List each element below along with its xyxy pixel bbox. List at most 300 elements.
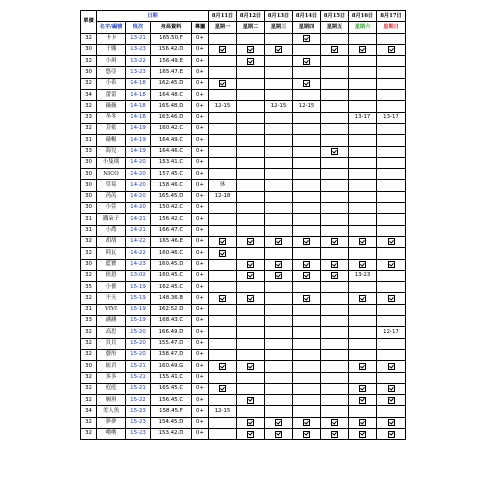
day-cell[interactable]	[209, 259, 237, 270]
day-cell[interactable]	[209, 428, 237, 439]
day-cell[interactable]	[377, 304, 406, 315]
day-cell[interactable]	[237, 90, 265, 101]
day-cell[interactable]	[293, 157, 321, 168]
day-cell[interactable]	[293, 90, 321, 101]
day-cell[interactable]	[349, 361, 377, 372]
type-cell: 0+	[192, 428, 209, 439]
day-cell[interactable]	[321, 349, 349, 360]
name-cell: 小萱	[97, 203, 126, 214]
type-cell: 0+	[192, 180, 209, 191]
day-cell[interactable]	[349, 225, 377, 236]
day-cell[interactable]	[265, 191, 293, 202]
day-cell[interactable]	[349, 203, 377, 214]
day-cell[interactable]	[293, 338, 321, 349]
day-cell[interactable]	[377, 123, 406, 134]
name-cell: 藍寶	[97, 259, 126, 270]
day-cell[interactable]	[293, 56, 321, 67]
day-cell[interactable]	[349, 214, 377, 225]
day-cell[interactable]	[209, 304, 237, 315]
day-cell[interactable]	[349, 259, 377, 270]
day-cell[interactable]	[209, 236, 237, 247]
day-cell[interactable]	[237, 180, 265, 191]
day-cell[interactable]	[377, 214, 406, 225]
height-cell: 160.49.G	[151, 361, 192, 372]
day-cell[interactable]	[265, 248, 293, 259]
day-cell[interactable]	[237, 78, 265, 89]
day-cell[interactable]	[293, 78, 321, 89]
day-cell[interactable]	[265, 236, 293, 247]
day-cell[interactable]	[265, 383, 293, 394]
day-cell[interactable]	[237, 191, 265, 202]
day-cell[interactable]	[321, 56, 349, 67]
day-cell[interactable]	[321, 157, 349, 168]
day-cell[interactable]	[349, 383, 377, 394]
day-cell[interactable]	[237, 282, 265, 293]
name-cell: 草莓	[97, 180, 126, 191]
class-cell: 15-21	[126, 361, 151, 372]
checkbox-checked-icon	[219, 250, 226, 257]
class-cell: 14-18	[126, 78, 151, 89]
day-cell[interactable]	[237, 33, 265, 44]
day-cell[interactable]	[237, 259, 265, 270]
day-cell[interactable]	[209, 293, 237, 304]
height-cell: 158.45.F	[151, 406, 192, 417]
day-cell[interactable]	[265, 146, 293, 157]
checkbox-checked-icon	[247, 272, 254, 279]
day-cell[interactable]	[349, 327, 377, 338]
class-cell: 15-20	[126, 338, 151, 349]
day-cell[interactable]	[293, 135, 321, 146]
table-row	[81, 214, 406, 225]
day-cell[interactable]	[265, 123, 293, 134]
day-cell[interactable]	[377, 316, 406, 327]
day-cell[interactable]	[237, 327, 265, 338]
day-cell[interactable]	[293, 270, 321, 281]
day-cell[interactable]	[293, 214, 321, 225]
day-cell[interactable]	[377, 327, 406, 338]
day-cell[interactable]	[237, 406, 265, 417]
day-cell[interactable]	[265, 78, 293, 89]
day-cell[interactable]	[349, 157, 377, 168]
day-cell[interactable]	[321, 123, 349, 134]
day-cell[interactable]	[293, 203, 321, 214]
weight-cell: 32	[81, 395, 97, 406]
day-cell[interactable]	[321, 135, 349, 146]
day-cell[interactable]	[293, 225, 321, 236]
day-cell[interactable]	[349, 304, 377, 315]
day-cell[interactable]	[209, 56, 237, 67]
day-cell[interactable]	[237, 248, 265, 259]
day-cell[interactable]	[377, 44, 406, 55]
day-cell[interactable]	[209, 191, 237, 202]
table-row	[81, 123, 406, 134]
day-cell[interactable]	[377, 67, 406, 78]
type-cell: 0+	[192, 361, 209, 372]
day-cell[interactable]	[377, 78, 406, 89]
day-cell[interactable]	[349, 78, 377, 89]
day-cell[interactable]	[377, 282, 406, 293]
weight-cell: 32	[81, 417, 97, 428]
day-cell[interactable]	[377, 248, 406, 259]
day-cell[interactable]	[321, 248, 349, 259]
height-cell: 165.45.C	[151, 383, 192, 394]
day-cell[interactable]	[293, 361, 321, 372]
class-cell: 14-20	[126, 169, 151, 180]
day-cell[interactable]	[237, 135, 265, 146]
day-cell[interactable]	[321, 236, 349, 247]
day-cell[interactable]	[209, 101, 237, 112]
day-cell[interactable]	[265, 44, 293, 55]
day-cell[interactable]	[321, 293, 349, 304]
day-cell[interactable]	[209, 90, 237, 101]
day-cell[interactable]	[265, 338, 293, 349]
day-cell[interactable]	[265, 67, 293, 78]
height-cell: 156.45.C	[151, 395, 192, 406]
day-cell[interactable]	[265, 395, 293, 406]
day-cell[interactable]	[237, 236, 265, 247]
day-cell[interactable]	[265, 316, 293, 327]
day-cell[interactable]	[293, 248, 321, 259]
day-cell[interactable]	[209, 361, 237, 372]
table-row	[81, 259, 406, 270]
day-cell[interactable]	[321, 406, 349, 417]
day-cell[interactable]	[377, 169, 406, 180]
day-cell[interactable]	[237, 56, 265, 67]
type-cell: 0+	[192, 225, 209, 236]
day-cell[interactable]	[265, 214, 293, 225]
day-cell[interactable]	[237, 67, 265, 78]
type-cell: 0+	[192, 112, 209, 123]
day-cell[interactable]	[349, 67, 377, 78]
day-cell[interactable]	[209, 270, 237, 281]
day-cell[interactable]	[209, 33, 237, 44]
day-cell[interactable]	[265, 112, 293, 123]
day-cell[interactable]	[237, 214, 265, 225]
day-cell[interactable]	[265, 406, 293, 417]
name-cell: 小喬	[97, 225, 126, 236]
day-cell[interactable]	[293, 395, 321, 406]
day-cell[interactable]	[321, 33, 349, 44]
day-cell[interactable]	[349, 112, 377, 123]
day-cell[interactable]	[237, 293, 265, 304]
day-cell[interactable]	[209, 372, 237, 383]
day-cell[interactable]	[237, 304, 265, 315]
day-cell[interactable]	[321, 338, 349, 349]
day-cell[interactable]	[265, 259, 293, 270]
day-cell[interactable]	[321, 316, 349, 327]
day-cell[interactable]	[209, 316, 237, 327]
table-row	[81, 293, 406, 304]
day-cell[interactable]	[349, 33, 377, 44]
day-cell[interactable]	[349, 135, 377, 146]
day-cell[interactable]	[265, 304, 293, 315]
day-cell[interactable]	[377, 157, 406, 168]
day-cell[interactable]	[237, 112, 265, 123]
day-cell[interactable]	[377, 56, 406, 67]
day-cell[interactable]	[209, 327, 237, 338]
day-cell[interactable]	[265, 349, 293, 360]
day-cell[interactable]	[293, 67, 321, 78]
day-cell[interactable]	[237, 157, 265, 168]
day-cell[interactable]	[349, 349, 377, 360]
height-cell: 165.48.D	[151, 101, 192, 112]
day-cell[interactable]	[321, 112, 349, 123]
name-cell: 薇暢	[97, 135, 126, 146]
day-cell[interactable]	[209, 44, 237, 55]
day-cell[interactable]	[237, 383, 265, 394]
day-cell[interactable]	[293, 123, 321, 134]
day-cell[interactable]	[349, 146, 377, 157]
day-cell[interactable]	[377, 191, 406, 202]
day-cell[interactable]	[293, 406, 321, 417]
day-cell[interactable]	[293, 259, 321, 270]
day-cell[interactable]	[237, 101, 265, 112]
day-cell[interactable]	[209, 169, 237, 180]
day-cell[interactable]	[321, 383, 349, 394]
day-cell[interactable]	[293, 372, 321, 383]
day-cell[interactable]	[377, 259, 406, 270]
table-row	[81, 33, 406, 44]
day-cell[interactable]	[293, 44, 321, 55]
day-cell[interactable]	[209, 248, 237, 259]
day-cell[interactable]	[321, 361, 349, 372]
day-cell[interactable]	[349, 56, 377, 67]
day-cell[interactable]	[265, 428, 293, 439]
day-cell[interactable]	[349, 395, 377, 406]
day-cell-text: 13-17	[383, 114, 399, 121]
type-cell: 0+	[192, 214, 209, 225]
day-cell[interactable]	[237, 361, 265, 372]
day-cell[interactable]	[321, 225, 349, 236]
day-cell[interactable]	[349, 338, 377, 349]
day-cell[interactable]	[209, 214, 237, 225]
day-cell[interactable]	[349, 90, 377, 101]
day-cell[interactable]	[209, 395, 237, 406]
day-cell[interactable]	[349, 236, 377, 247]
day-cell[interactable]	[321, 180, 349, 191]
day-cell[interactable]	[237, 316, 265, 327]
day-cell[interactable]	[349, 282, 377, 293]
day-cell[interactable]	[377, 112, 406, 123]
day-cell[interactable]	[293, 146, 321, 157]
day-cell[interactable]	[377, 383, 406, 394]
day-cell[interactable]	[321, 78, 349, 89]
checkbox-checked-icon	[359, 363, 366, 370]
day-cell[interactable]	[265, 372, 293, 383]
day-cell[interactable]	[321, 395, 349, 406]
day-cell[interactable]	[321, 214, 349, 225]
day-cell[interactable]	[321, 327, 349, 338]
day-cell[interactable]	[293, 327, 321, 338]
day-cell[interactable]	[321, 169, 349, 180]
day-cell[interactable]	[237, 123, 265, 134]
day-cell[interactable]	[349, 180, 377, 191]
day-cell[interactable]	[377, 33, 406, 44]
day-cell[interactable]	[293, 293, 321, 304]
day-cell[interactable]	[265, 56, 293, 67]
day-cell[interactable]	[349, 316, 377, 327]
day-cell[interactable]	[265, 361, 293, 372]
day-cell[interactable]	[237, 169, 265, 180]
day-cell[interactable]	[265, 135, 293, 146]
day-cell[interactable]	[209, 383, 237, 394]
day-cell[interactable]	[321, 428, 349, 439]
day-cell[interactable]	[265, 203, 293, 214]
day-cell[interactable]	[265, 157, 293, 168]
day-cell[interactable]	[293, 316, 321, 327]
day-cell[interactable]	[377, 361, 406, 372]
day-cell[interactable]	[209, 112, 237, 123]
day-cell[interactable]	[237, 417, 265, 428]
day-cell[interactable]	[377, 372, 406, 383]
day-cell[interactable]	[321, 270, 349, 281]
day-cell[interactable]	[265, 169, 293, 180]
day-cell[interactable]	[293, 180, 321, 191]
height-cell: 155.47.D	[151, 338, 192, 349]
day-cell[interactable]	[209, 349, 237, 360]
day-cell[interactable]	[377, 417, 406, 428]
day-cell[interactable]	[209, 406, 237, 417]
day-cell[interactable]	[237, 225, 265, 236]
day-cell[interactable]	[349, 248, 377, 259]
day-cell[interactable]	[209, 282, 237, 293]
day-cell[interactable]	[321, 146, 349, 157]
day-cell[interactable]	[237, 395, 265, 406]
day-cell[interactable]	[293, 33, 321, 44]
day-cell[interactable]	[293, 191, 321, 202]
checkbox-checked-icon	[219, 46, 226, 53]
day-cell[interactable]	[321, 259, 349, 270]
day-cell[interactable]	[265, 293, 293, 304]
day-cell[interactable]	[377, 225, 406, 236]
day-cell[interactable]	[293, 236, 321, 247]
day-cell[interactable]	[209, 135, 237, 146]
day-cell[interactable]	[349, 428, 377, 439]
day-cell[interactable]	[209, 225, 237, 236]
day-cell[interactable]	[293, 112, 321, 123]
day-cell[interactable]	[377, 349, 406, 360]
day-cell[interactable]	[293, 304, 321, 315]
day-cell[interactable]	[377, 270, 406, 281]
day-cell[interactable]	[209, 146, 237, 157]
day-cell[interactable]	[377, 90, 406, 101]
weight-cell: 32	[81, 248, 97, 259]
day-cell[interactable]	[377, 101, 406, 112]
day-cell[interactable]	[265, 225, 293, 236]
day-cell[interactable]	[321, 282, 349, 293]
day-cell[interactable]	[321, 372, 349, 383]
day-cell[interactable]	[237, 338, 265, 349]
day-cell[interactable]	[349, 293, 377, 304]
day-cell[interactable]	[349, 270, 377, 281]
day-cell[interactable]	[265, 33, 293, 44]
day-cell[interactable]	[321, 67, 349, 78]
day-cell[interactable]	[293, 169, 321, 180]
day-cell[interactable]	[293, 282, 321, 293]
day-cell[interactable]	[293, 428, 321, 439]
day-cell[interactable]	[237, 44, 265, 55]
day-cell[interactable]	[293, 101, 321, 112]
day-cell[interactable]	[349, 44, 377, 55]
day-cell[interactable]	[265, 282, 293, 293]
day-cell[interactable]	[321, 90, 349, 101]
day-cell[interactable]	[349, 417, 377, 428]
weight-cell: 33	[81, 316, 97, 327]
day-cell[interactable]	[209, 123, 237, 134]
day-cell[interactable]	[237, 146, 265, 157]
day-cell[interactable]	[209, 203, 237, 214]
day-cell[interactable]	[237, 428, 265, 439]
day-cell[interactable]	[237, 203, 265, 214]
day-cell[interactable]	[321, 191, 349, 202]
class-cell: 15-21	[126, 383, 151, 394]
day-cell[interactable]	[377, 135, 406, 146]
day-cell[interactable]	[349, 191, 377, 202]
day-cell[interactable]	[265, 101, 293, 112]
day-cell[interactable]	[293, 417, 321, 428]
day-cell[interactable]	[237, 270, 265, 281]
weight-cell: 33	[81, 146, 97, 157]
day-cell[interactable]	[293, 349, 321, 360]
weight-cell: 32	[81, 123, 97, 134]
day-cell[interactable]	[377, 428, 406, 439]
day-cell[interactable]	[321, 203, 349, 214]
day-cell[interactable]	[349, 169, 377, 180]
day-cell[interactable]	[377, 203, 406, 214]
day-cell[interactable]	[321, 44, 349, 55]
checkbox-checked-icon	[331, 46, 338, 53]
day-cell[interactable]	[293, 383, 321, 394]
day-cell[interactable]	[377, 146, 406, 157]
name-cell: 芮芮	[97, 191, 126, 202]
day-cell[interactable]	[321, 304, 349, 315]
day-cell[interactable]	[209, 338, 237, 349]
day-cell[interactable]	[265, 90, 293, 101]
checkbox-checked-icon	[331, 238, 338, 245]
day-cell[interactable]	[321, 417, 349, 428]
day-cell[interactable]	[377, 236, 406, 247]
day-cell[interactable]	[265, 270, 293, 281]
checkbox-checked-icon	[359, 295, 366, 302]
checkbox-checked-icon	[359, 46, 366, 53]
day-cell[interactable]	[209, 180, 237, 191]
day-cell[interactable]	[265, 417, 293, 428]
day-cell[interactable]	[265, 327, 293, 338]
day-cell[interactable]	[209, 67, 237, 78]
height-cell: 155.41.C	[151, 372, 192, 383]
day-cell[interactable]	[377, 338, 406, 349]
day-cell[interactable]	[237, 372, 265, 383]
day-cell[interactable]	[377, 180, 406, 191]
name-cell: 卡卡	[97, 33, 126, 44]
day-cell[interactable]	[377, 406, 406, 417]
height-cell: 165.50.F	[151, 33, 192, 44]
day-cell[interactable]	[209, 157, 237, 168]
day-cell[interactable]	[209, 78, 237, 89]
day-cell[interactable]	[265, 180, 293, 191]
day-cell[interactable]	[237, 349, 265, 360]
day-cell-text: 12-15	[214, 102, 231, 109]
day-cell[interactable]	[349, 101, 377, 112]
day-cell[interactable]	[349, 372, 377, 383]
day-cell[interactable]	[209, 417, 237, 428]
day-cell[interactable]	[377, 395, 406, 406]
day-cell[interactable]	[349, 123, 377, 134]
day-cell[interactable]	[377, 293, 406, 304]
day-cell[interactable]	[321, 101, 349, 112]
checkbox-checked-icon	[388, 363, 395, 370]
day-cell[interactable]	[349, 406, 377, 417]
